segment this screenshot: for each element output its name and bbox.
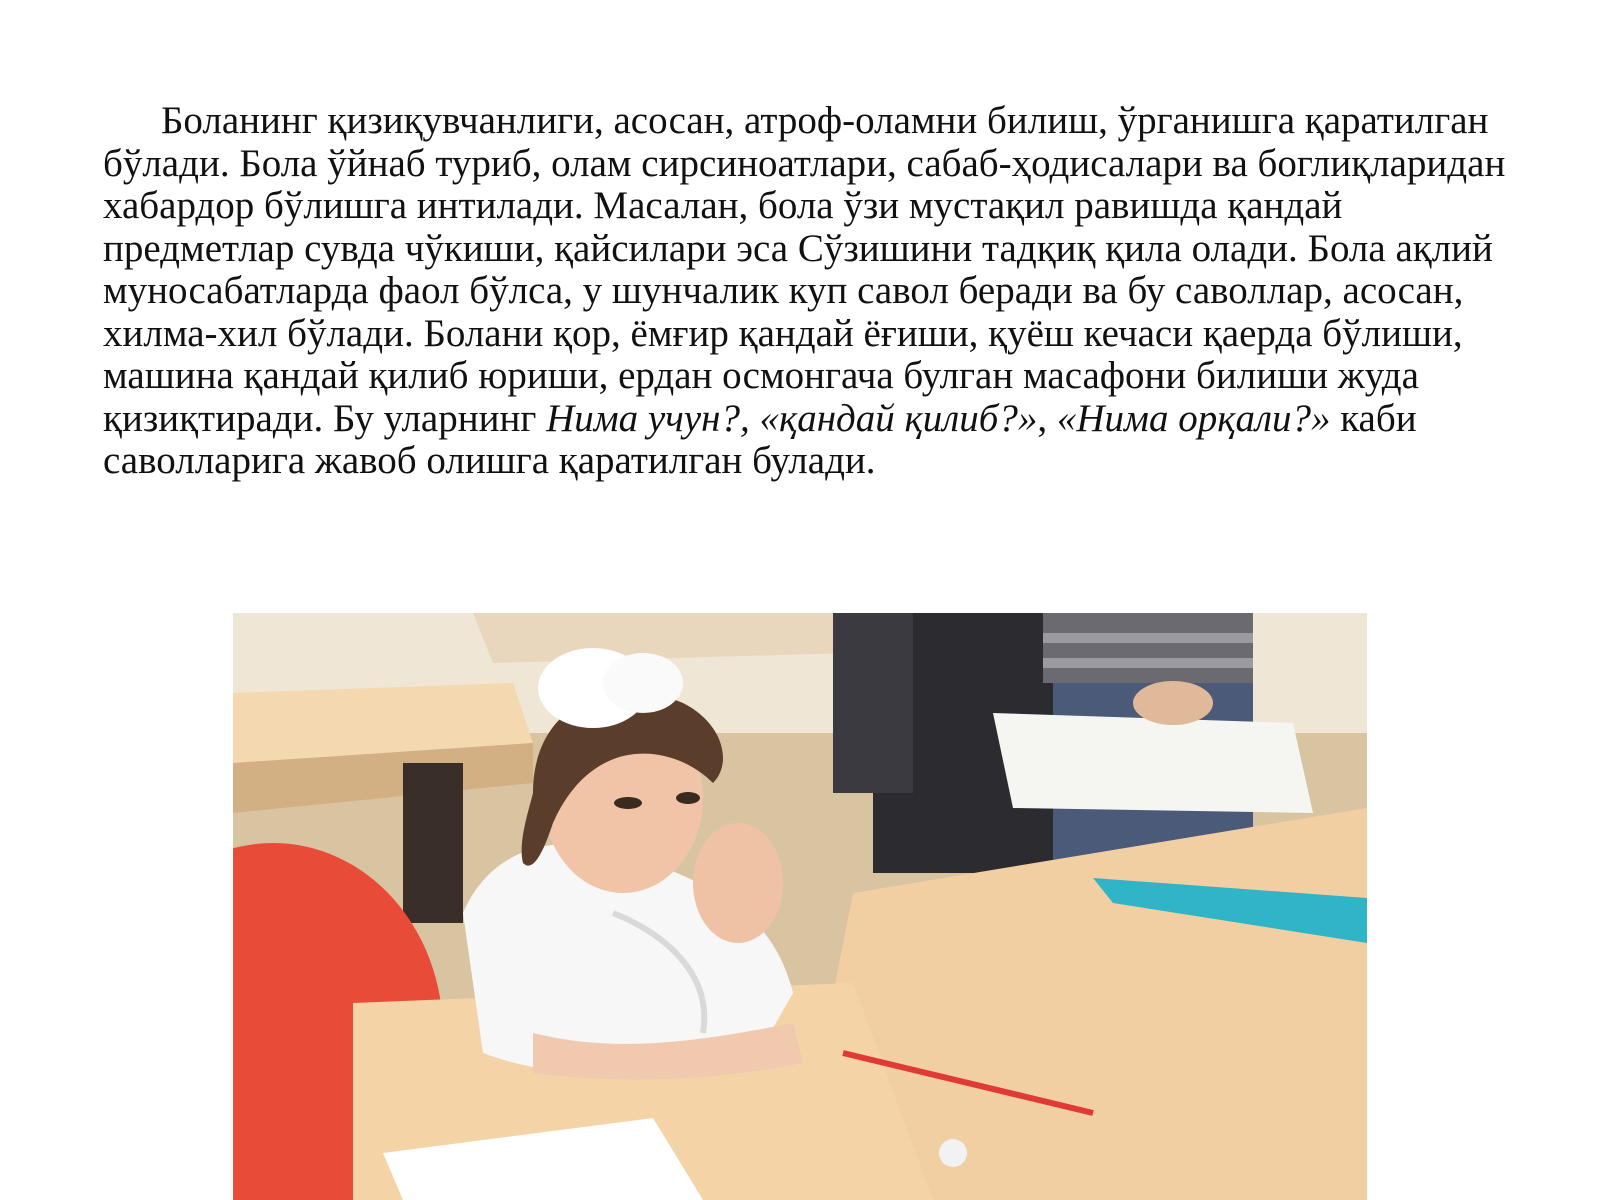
paragraph-ending: каби саволларига жавоб олишга қаратилган булади. <box>103 396 1417 482</box>
body-paragraph <box>103 100 1523 483</box>
classroom-photo-illustration <box>233 613 1367 1200</box>
question-separator: , <box>1037 396 1057 440</box>
italic-question-2: «Нима орқали?» <box>1056 396 1331 440</box>
classroom-photo <box>233 613 1367 1200</box>
paragraph-text: Боланинг қизиқувчанлиги, асосан, атроф-оламни билиш, ўрганишга қаратилган бўлади. Бола ўйнаб туриб, олам сирсиноатлари, сабаб-ҳодисалари ва боглиқларидан хабардор бўлишга интилади. Масалан, бола ўзи мустақил равишда қандай предметлар сувда чўкиши, қайсилари эса Сўзишини тадқиқ қила олади. Бола ақлий муносабатларда фаол бўлса, у шунчалик куп савол беради ва бу саволлар, асосан, хилма-хил бўлади. Болани қор, ёмғир қандай ёғиши, қуёш кечаси қаерда бўлиши, машина қандай қилиб юриши, ердан осмонгача булган масафони билиши жуда қизиқтиради. Бу уларнинг <box>103 99 1506 440</box>
italic-question-1: Нима учун?, «қандай қилиб?» <box>546 396 1038 440</box>
